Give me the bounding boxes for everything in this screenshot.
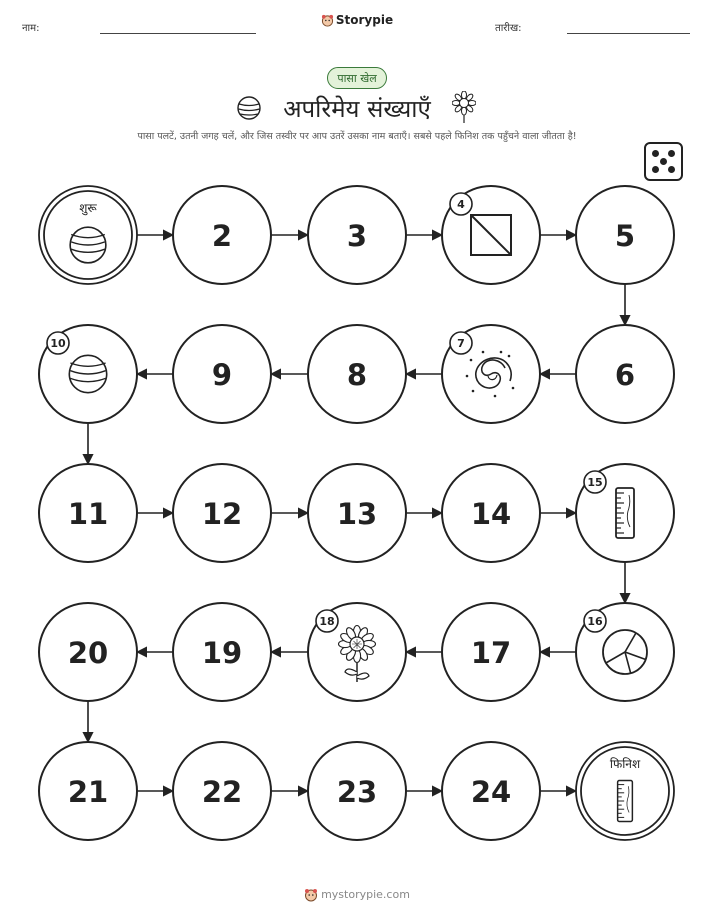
tile-7[interactable] [442,325,540,423]
game-type-badge: पासा खेल [327,67,387,89]
tile-4[interactable] [442,186,540,284]
tile-13[interactable] [308,464,406,562]
tile-24[interactable] [442,742,540,840]
tile-number: 17 [470,636,512,670]
tile-number: 5 [614,219,636,253]
tile-8[interactable] [308,325,406,423]
tile-number: 9 [211,358,233,392]
tile-15[interactable] [576,464,674,562]
pie-chart-icon [603,630,647,674]
tile-21[interactable] [39,742,137,840]
tile-number: 12 [201,497,243,531]
tile-9[interactable] [173,325,271,423]
tile-5[interactable] [576,186,674,284]
instructions: पासा पलटें, उतनी जगह चलें, और जिस तस्वीर पर आप उतरें उसका नाम बताएँ। सबसे पहले फिनिश तक पहुँचने वाला जीतता है! [137,131,577,142]
tile-number: 2 [211,219,233,253]
tile-number: 10 [50,337,66,350]
tile-23[interactable] [308,742,406,840]
start-label: शुरू [79,201,97,215]
page-title: अपरिमेय संख्याएँ [283,95,431,123]
tile-2[interactable] [173,186,271,284]
square-diagonal-icon [471,215,511,255]
tile-20[interactable] [39,603,137,701]
tile-25[interactable] [576,742,674,840]
tile-17[interactable] [442,603,540,701]
date-label: तारीख: [495,23,522,34]
tile-number: 14 [470,497,512,531]
planet-icon [70,227,106,263]
tile-number: 8 [346,358,368,392]
tile-number: 13 [336,497,378,531]
footer-url[interactable]: mystorypie.com [321,888,410,901]
tile-number: 15 [587,476,603,489]
tile-number: 6 [614,358,636,392]
tile-12[interactable] [173,464,271,562]
tile-number: 20 [67,636,109,670]
tile-1[interactable] [39,186,137,284]
tile-number: 22 [201,775,243,809]
brand-name: Storypie [335,13,394,27]
tile-18[interactable] [308,603,406,701]
name-label: नाम: [22,23,40,34]
tile-number: 3 [346,219,368,253]
tile-number: 7 [457,337,465,350]
tile-22[interactable] [173,742,271,840]
tile-number: 16 [587,615,603,628]
planet-icon [69,355,106,392]
ruler-icon [616,488,634,538]
tile-number: 19 [201,636,243,670]
storypie-logo-icon [304,888,318,902]
tile-16[interactable] [576,603,674,701]
tile-19[interactable] [173,603,271,701]
tile-3[interactable] [308,186,406,284]
tile-6[interactable] [576,325,674,423]
tile-number: 21 [67,775,109,809]
tile-number: 4 [457,198,465,211]
tile-number: 24 [470,775,512,809]
tile-number: 11 [67,497,109,531]
tile-number: 18 [319,615,335,628]
tile-11[interactable] [39,464,137,562]
ruler-icon [618,781,633,822]
footer [0,888,714,902]
tile-10[interactable] [39,325,137,423]
tile-14[interactable] [442,464,540,562]
finish-label: फिनिश [609,757,641,771]
tile-number: 23 [336,775,378,809]
